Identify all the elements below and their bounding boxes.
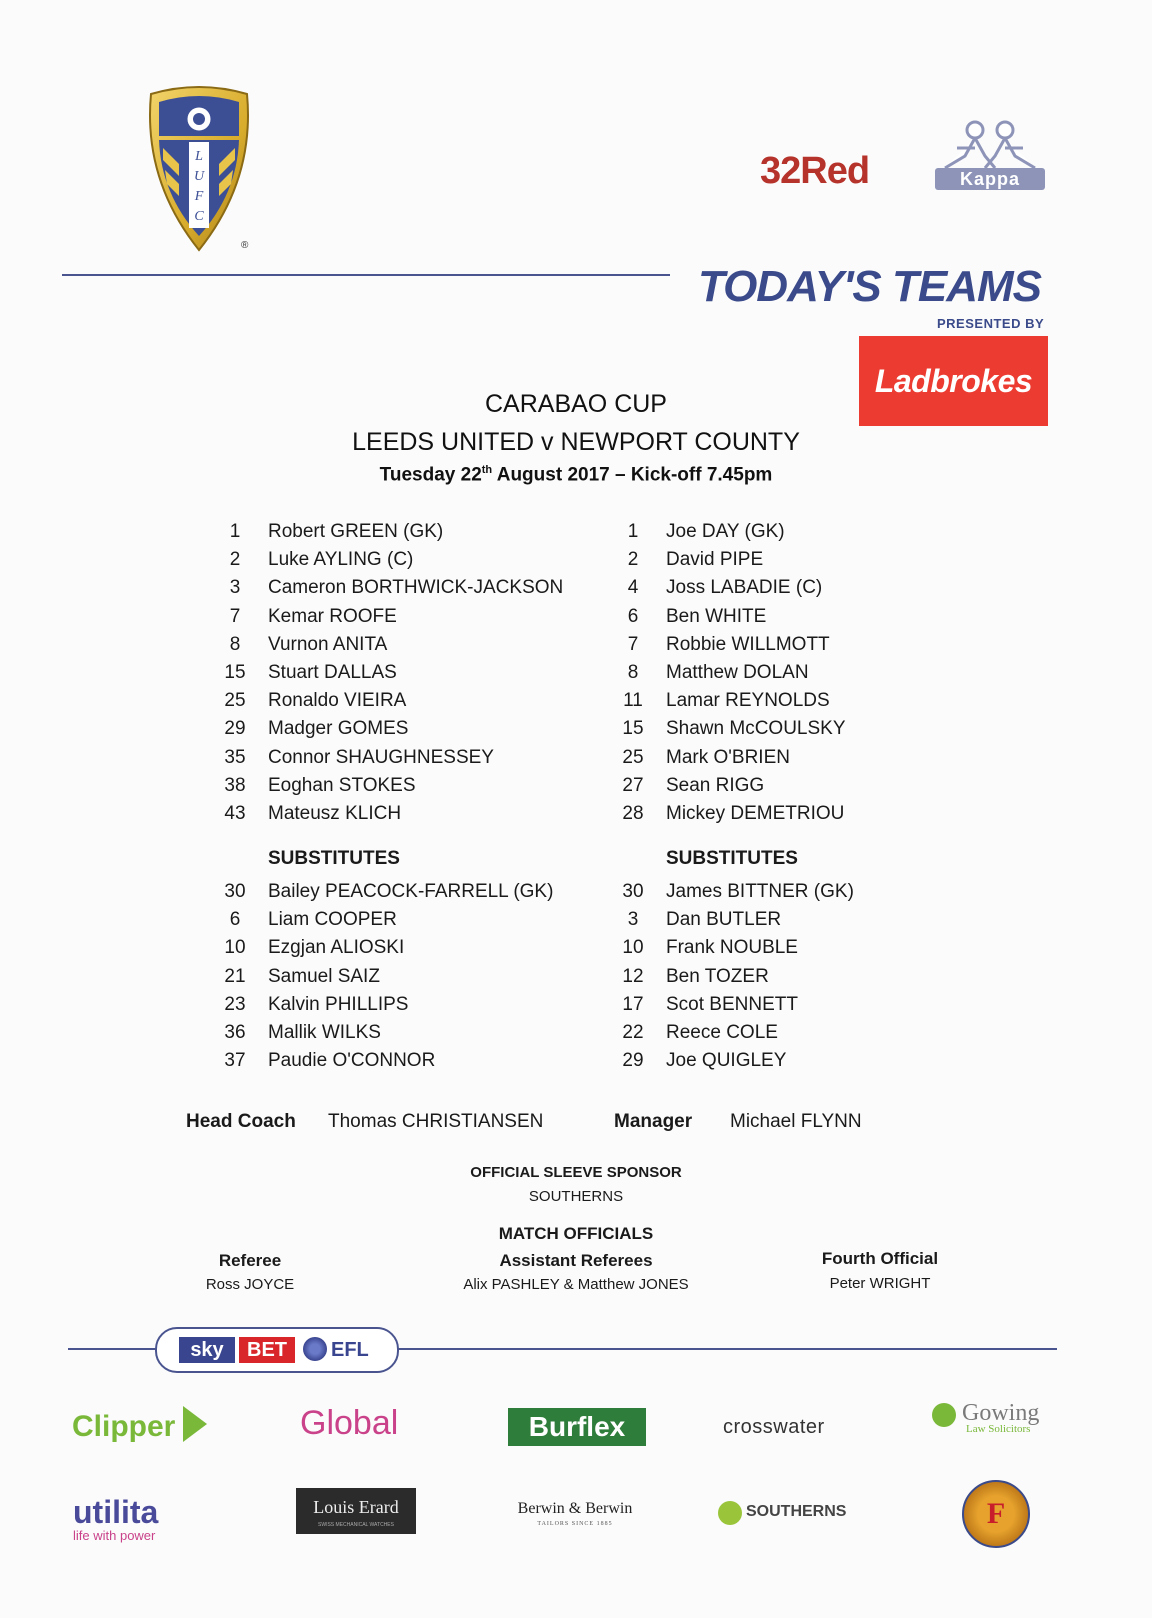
svg-text:C: C bbox=[194, 209, 204, 224]
substitute-name: Paudie O'CONNOR bbox=[268, 1050, 436, 1072]
substitute-number: 23 bbox=[224, 993, 246, 1015]
assistant-referees-names: Alix PASHLEY & Matthew JONES bbox=[463, 1276, 689, 1293]
player-name: Connor SHAUGHNESSEY bbox=[268, 746, 494, 768]
player-name: Ronaldo VIEIRA bbox=[268, 690, 407, 712]
player-number: 27 bbox=[622, 774, 644, 796]
player-name: Robert GREEN (GK) bbox=[268, 521, 444, 542]
player-name: Sean RIGG bbox=[666, 774, 765, 796]
substitutes-heading: SUBSTITUTES bbox=[268, 848, 400, 869]
efl-label: EFL bbox=[331, 1339, 369, 1361]
berwin-subtitle: TAILORS SINCE 1885 bbox=[537, 1521, 613, 1527]
substitute-number: 29 bbox=[622, 1050, 644, 1072]
sponsor-louis-erard: Louis Erard bbox=[296, 1488, 416, 1534]
skybet-efl-badge bbox=[155, 1327, 399, 1373]
player-name: Joe DAY (GK) bbox=[666, 521, 785, 542]
substitute-number: 17 bbox=[622, 993, 644, 1015]
player-name: Mark O'BRIEN bbox=[666, 746, 790, 768]
substitute-number: 37 bbox=[224, 1050, 246, 1072]
substitute-name: Ezgjan ALIOSKI bbox=[268, 937, 405, 959]
svg-text:F: F bbox=[194, 189, 204, 204]
substitute-number: 6 bbox=[229, 909, 241, 931]
player-number: 29 bbox=[224, 718, 246, 740]
away-manager-name: Michael FLYNN bbox=[730, 1111, 862, 1132]
player-number: 2 bbox=[627, 549, 639, 571]
utilita-tagline: life with power bbox=[73, 1528, 156, 1543]
fourth-official-label: Fourth Official bbox=[821, 1249, 939, 1268]
player-name: Eoghan STOKES bbox=[268, 774, 416, 796]
player-name: Mickey DEMETRIOU bbox=[666, 803, 845, 824]
header-divider bbox=[62, 274, 670, 276]
sponsor-burflex: Burflex bbox=[508, 1408, 646, 1446]
home-coach-name: Thomas CHRISTIANSEN bbox=[328, 1111, 544, 1132]
player-number: 4 bbox=[627, 577, 639, 599]
player-name: Robbie WILLMOTT bbox=[666, 633, 830, 655]
footer-divider-right bbox=[397, 1348, 1057, 1350]
substitute-number: 30 bbox=[224, 881, 246, 902]
louis-erard-subtitle: SWISS MECHANICAL WATCHES bbox=[318, 1522, 394, 1528]
referee-name: Ross JOYCE bbox=[205, 1276, 295, 1293]
efl-ball-icon bbox=[303, 1337, 327, 1361]
player-number: 25 bbox=[622, 746, 644, 768]
fixture-title: LEEDS UNITED v NEWPORT COUNTY bbox=[352, 428, 800, 456]
player-number: 3 bbox=[229, 577, 241, 599]
substitute-name: Dan BUTLER bbox=[666, 909, 782, 931]
leeds-crest-logo bbox=[143, 84, 255, 254]
player-number: 8 bbox=[229, 633, 241, 655]
fosters-letter: F bbox=[986, 1497, 1006, 1530]
substitute-name: Samuel SAIZ bbox=[268, 965, 380, 987]
player-number: 15 bbox=[622, 718, 644, 740]
player-name: Cameron BORTHWICK-JACKSON bbox=[268, 577, 564, 599]
player-name: Mateusz KLICH bbox=[268, 803, 402, 824]
substitute-number: 10 bbox=[224, 937, 246, 959]
sleeve-sponsor-name: SOUTHERNS bbox=[528, 1188, 624, 1205]
substitute-name: James BITTNER (GK) bbox=[666, 881, 854, 902]
substitute-number: 22 bbox=[622, 1022, 644, 1043]
substitute-name: Scot BENNETT bbox=[666, 993, 798, 1015]
player-number: 25 bbox=[224, 690, 246, 712]
sponsor-berwin: Berwin & Berwin bbox=[517, 1500, 633, 1517]
presented-by-label: PRESENTED BY bbox=[937, 316, 1045, 331]
substitute-name: Kalvin PHILLIPS bbox=[268, 993, 409, 1015]
substitute-number: 3 bbox=[627, 909, 639, 931]
gowing-g-icon bbox=[932, 1403, 956, 1427]
substitute-name: Ben TOZER bbox=[666, 965, 769, 987]
substitutes-heading: SUBSTITUTES bbox=[666, 848, 798, 869]
player-number: 7 bbox=[627, 633, 639, 655]
player-number: 6 bbox=[627, 605, 639, 627]
substitute-number: 12 bbox=[622, 965, 644, 987]
referee-label: Referee bbox=[218, 1251, 282, 1270]
player-number: 35 bbox=[224, 746, 246, 768]
competition-title: CARABAO CUP bbox=[485, 390, 667, 418]
player-number: 1 bbox=[627, 521, 639, 542]
substitute-number: 30 bbox=[622, 881, 644, 902]
page-title: TODAY'S TEAMS bbox=[698, 262, 1041, 311]
home-coach-label: Head Coach bbox=[186, 1111, 296, 1132]
player-name: Kemar ROOFE bbox=[268, 605, 397, 627]
sponsor-global: Global bbox=[300, 1404, 399, 1442]
player-name: Joss LABADIE (C) bbox=[666, 577, 823, 599]
player-name: Stuart DALLAS bbox=[268, 662, 397, 683]
substitute-name: Liam COOPER bbox=[268, 909, 397, 931]
match-date: Tuesday 22th August 2017 – Kick-off 7.45pm bbox=[379, 464, 773, 486]
assistant-referees-label: Assistant Referees bbox=[499, 1251, 653, 1270]
substitute-name: Frank NOUBLE bbox=[666, 937, 798, 959]
gowing-subtitle: Law Solicitors bbox=[966, 1423, 1031, 1435]
substitute-number: 36 bbox=[224, 1022, 246, 1043]
sponsor-clipper: Clipper bbox=[72, 1410, 176, 1443]
sponsor-crosswater: crosswater bbox=[723, 1416, 825, 1438]
player-number: 11 bbox=[623, 690, 643, 712]
registered-mark: ® bbox=[241, 240, 249, 251]
sponsor-utilita: utilita bbox=[73, 1494, 159, 1530]
player-name: Ben WHITE bbox=[666, 605, 767, 627]
player-number: 28 bbox=[622, 803, 644, 824]
player-name: Madger GOMES bbox=[268, 718, 409, 740]
sky-label: sky bbox=[179, 1337, 235, 1363]
player-name: Luke AYLING (C) bbox=[268, 549, 414, 571]
player-number: 2 bbox=[229, 549, 241, 571]
player-number: 38 bbox=[224, 774, 246, 796]
substitute-name: Mallik WILKS bbox=[268, 1022, 381, 1043]
bet-label: BET bbox=[239, 1337, 295, 1363]
sponsor-ladbrokes: Ladbrokes bbox=[859, 336, 1048, 426]
fourth-official-name: Peter WRIGHT bbox=[829, 1275, 931, 1292]
svg-text:L: L bbox=[195, 149, 203, 164]
player-name: Shawn McCOULSKY bbox=[666, 718, 846, 740]
sponsor-gowing: Gowing bbox=[962, 1400, 1040, 1426]
player-number: 7 bbox=[229, 605, 241, 627]
substitute-name: Joe QUIGLEY bbox=[666, 1050, 787, 1072]
svg-text:U: U bbox=[193, 169, 205, 184]
match-officials-title: MATCH OFFICIALS bbox=[498, 1224, 654, 1243]
substitute-name: Bailey PEACOCK-FARRELL (GK) bbox=[268, 881, 554, 902]
player-name: David PIPE bbox=[666, 549, 764, 571]
southerns-ball-icon bbox=[718, 1501, 742, 1525]
sponsor-kappa: Kappa bbox=[935, 168, 1045, 190]
sponsor-southerns: SOUTHERNS bbox=[746, 1503, 847, 1520]
substitute-number: 21 bbox=[224, 965, 246, 987]
sleeve-sponsor-label: OFFICIAL SLEEVE SPONSOR bbox=[470, 1164, 682, 1181]
player-number: 1 bbox=[229, 521, 241, 542]
player-number: 8 bbox=[627, 662, 639, 683]
player-name: Lamar REYNOLDS bbox=[666, 690, 830, 712]
clipper-arrow-icon bbox=[183, 1406, 207, 1442]
player-name: Matthew DOLAN bbox=[666, 662, 809, 683]
footer-divider-left bbox=[68, 1348, 156, 1350]
away-manager-label: Manager bbox=[614, 1111, 693, 1132]
sponsor-32red: 32Red bbox=[760, 150, 870, 192]
substitute-number: 10 bbox=[622, 937, 644, 959]
substitute-name: Reece COLE bbox=[666, 1022, 778, 1043]
fosters-logo bbox=[962, 1480, 1030, 1548]
player-name: Vurnon ANITA bbox=[268, 633, 388, 655]
player-number: 15 bbox=[224, 662, 246, 683]
player-number: 43 bbox=[224, 803, 246, 824]
